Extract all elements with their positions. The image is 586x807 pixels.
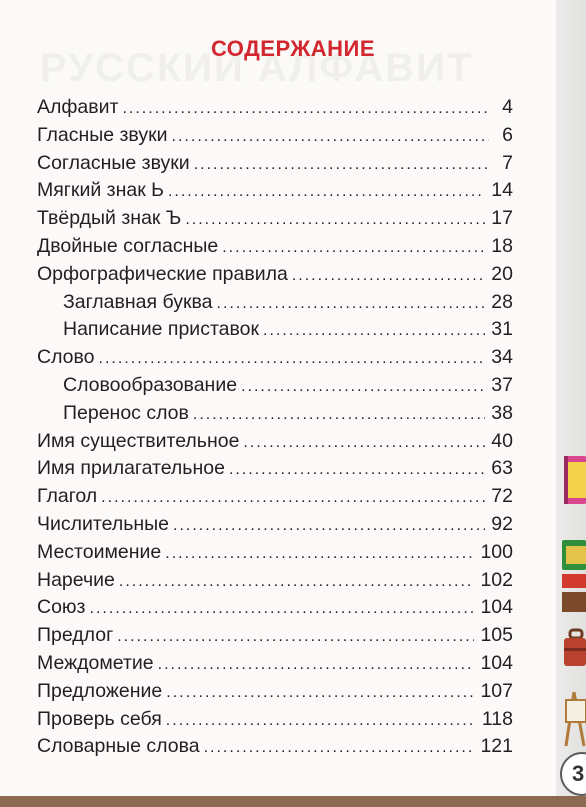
toc-entry-label: Междометие: [37, 651, 154, 674]
toc-entry-page: 20: [491, 262, 513, 285]
toc-entry-page: 34: [491, 346, 513, 369]
dot-leader: [185, 206, 485, 234]
toc-entry-page: 14: [491, 179, 513, 202]
table-of-contents: [37, 94, 513, 761]
dot-leader: [166, 707, 476, 735]
toc-entry-label: Твёрдый знак Ъ: [37, 207, 182, 230]
page-number-badge: 3: [560, 752, 586, 796]
page-title: СОДЕРЖАНИЕ: [210, 36, 376, 61]
toc-entry: [37, 594, 513, 622]
toc-entry-label: Слово: [37, 346, 95, 369]
toc-entry-page: 28: [491, 290, 513, 313]
toc-entry: [37, 150, 513, 178]
toc-entry: [37, 233, 513, 261]
toc-entry-label: Мягкий знак Ь: [37, 179, 164, 202]
dot-leader: [222, 234, 485, 262]
toc-entry-label: Согласные звуки: [37, 151, 190, 174]
toc-entry-label: Алфавит: [37, 96, 119, 118]
dot-leader: [99, 345, 486, 373]
dot-leader: [122, 95, 489, 123]
dot-leader: [101, 484, 485, 512]
toc-entry: [37, 261, 513, 289]
dot-leader: [292, 262, 485, 290]
toc-entry: [37, 177, 513, 205]
toc-entry: [37, 622, 513, 650]
dot-leader: [165, 540, 474, 568]
toc-entry: [37, 316, 513, 344]
toc-entry: [37, 455, 513, 483]
book-icon: [562, 452, 586, 508]
toc-entry-page: 72: [491, 485, 513, 508]
toc-entry: [37, 567, 513, 595]
toc-entry-label: Предлог: [37, 624, 114, 647]
toc-entry-label: Союз: [37, 596, 86, 619]
toc-entry: [37, 483, 513, 511]
toc-entry: [37, 344, 513, 372]
toc-entry-label: Словарные слова: [37, 735, 200, 758]
toc-entry-page: 104: [480, 651, 513, 674]
toc-entry-page: 4: [502, 96, 513, 118]
toc-entry: [37, 400, 513, 428]
dot-leader: [173, 512, 485, 540]
toc-entry-page: 102: [480, 568, 513, 591]
toc-entry: [37, 539, 513, 567]
dot-leader: [241, 373, 485, 401]
toc-entry-label: Предложение: [37, 679, 163, 702]
dot-leader: [90, 595, 475, 623]
toc-entry-label: Словообразование: [63, 373, 238, 396]
dot-leader: [263, 317, 485, 345]
book-stack-icon: [560, 536, 586, 616]
dot-leader: [217, 290, 486, 318]
toc-entry: [37, 122, 513, 150]
toc-entry-label: Имя прилагательное: [37, 457, 225, 480]
toc-entry-label: Заглавная буква: [63, 290, 213, 313]
toc-entry: [37, 428, 513, 456]
toc-entry-label: Орфографические правила: [37, 262, 288, 285]
toc-entry-page: 121: [480, 735, 513, 758]
toc-entry-page: 18: [491, 234, 513, 257]
toc-entry-page: 38: [491, 401, 513, 424]
page-right-edge: [556, 0, 586, 796]
toc-entry-page: 40: [491, 429, 513, 452]
toc-entry-page: 31: [491, 318, 513, 341]
toc-entry-page: 105: [480, 624, 513, 647]
toc-entry-label: Наречие: [37, 568, 115, 591]
toc-entry-label: Перенос слов: [63, 401, 189, 424]
toc-entry: [37, 650, 513, 678]
toc-entry: [37, 94, 513, 122]
dot-leader: [172, 123, 489, 151]
toc-entry: [37, 706, 513, 734]
toc-entry-page: 107: [480, 679, 513, 702]
toc-entry-page: 37: [491, 373, 513, 396]
toc-entry: [37, 733, 513, 761]
toc-entry: [37, 205, 513, 233]
toc-entry-label: Проверь себя: [37, 707, 162, 730]
toc-entry: [37, 678, 513, 706]
dot-leader: [119, 568, 475, 596]
dot-leader: [204, 734, 475, 762]
dot-leader: [158, 651, 475, 679]
toc-entry-page: 17: [491, 207, 513, 230]
briefcase-icon: [562, 628, 586, 668]
toc-entry-page: 63: [491, 457, 513, 480]
toc-entry-label: Имя существительное: [37, 429, 240, 452]
toc-entry: [37, 289, 513, 317]
dot-leader: [166, 679, 474, 707]
toc-entry: [37, 511, 513, 539]
toc-entry-page: 92: [491, 512, 513, 535]
toc-entry-page: 7: [502, 151, 513, 174]
toc-entry-label: Местоимение: [37, 540, 162, 563]
toc-entry-page: 6: [502, 123, 513, 146]
dot-leader: [168, 178, 485, 206]
bottom-band: [0, 796, 586, 807]
toc-entry-label: Написание приставок: [63, 318, 260, 341]
toc-entry-page: 100: [480, 540, 513, 563]
toc-entry-page: 104: [480, 596, 513, 619]
dot-leader: [194, 151, 489, 179]
toc-entry-label: Глагол: [37, 485, 98, 508]
toc-entry: [37, 372, 513, 400]
toc-entry-label: Числительные: [37, 512, 169, 535]
toc-entry-label: Двойные согласные: [37, 234, 219, 257]
dot-leader: [193, 401, 485, 429]
dot-leader: [243, 429, 485, 457]
toc-entry-label: Гласные звуки: [37, 123, 168, 146]
dot-leader: [117, 623, 474, 651]
easel-icon: [562, 690, 586, 748]
toc-entry-page: 118: [481, 707, 513, 730]
dot-leader: [229, 456, 485, 484]
